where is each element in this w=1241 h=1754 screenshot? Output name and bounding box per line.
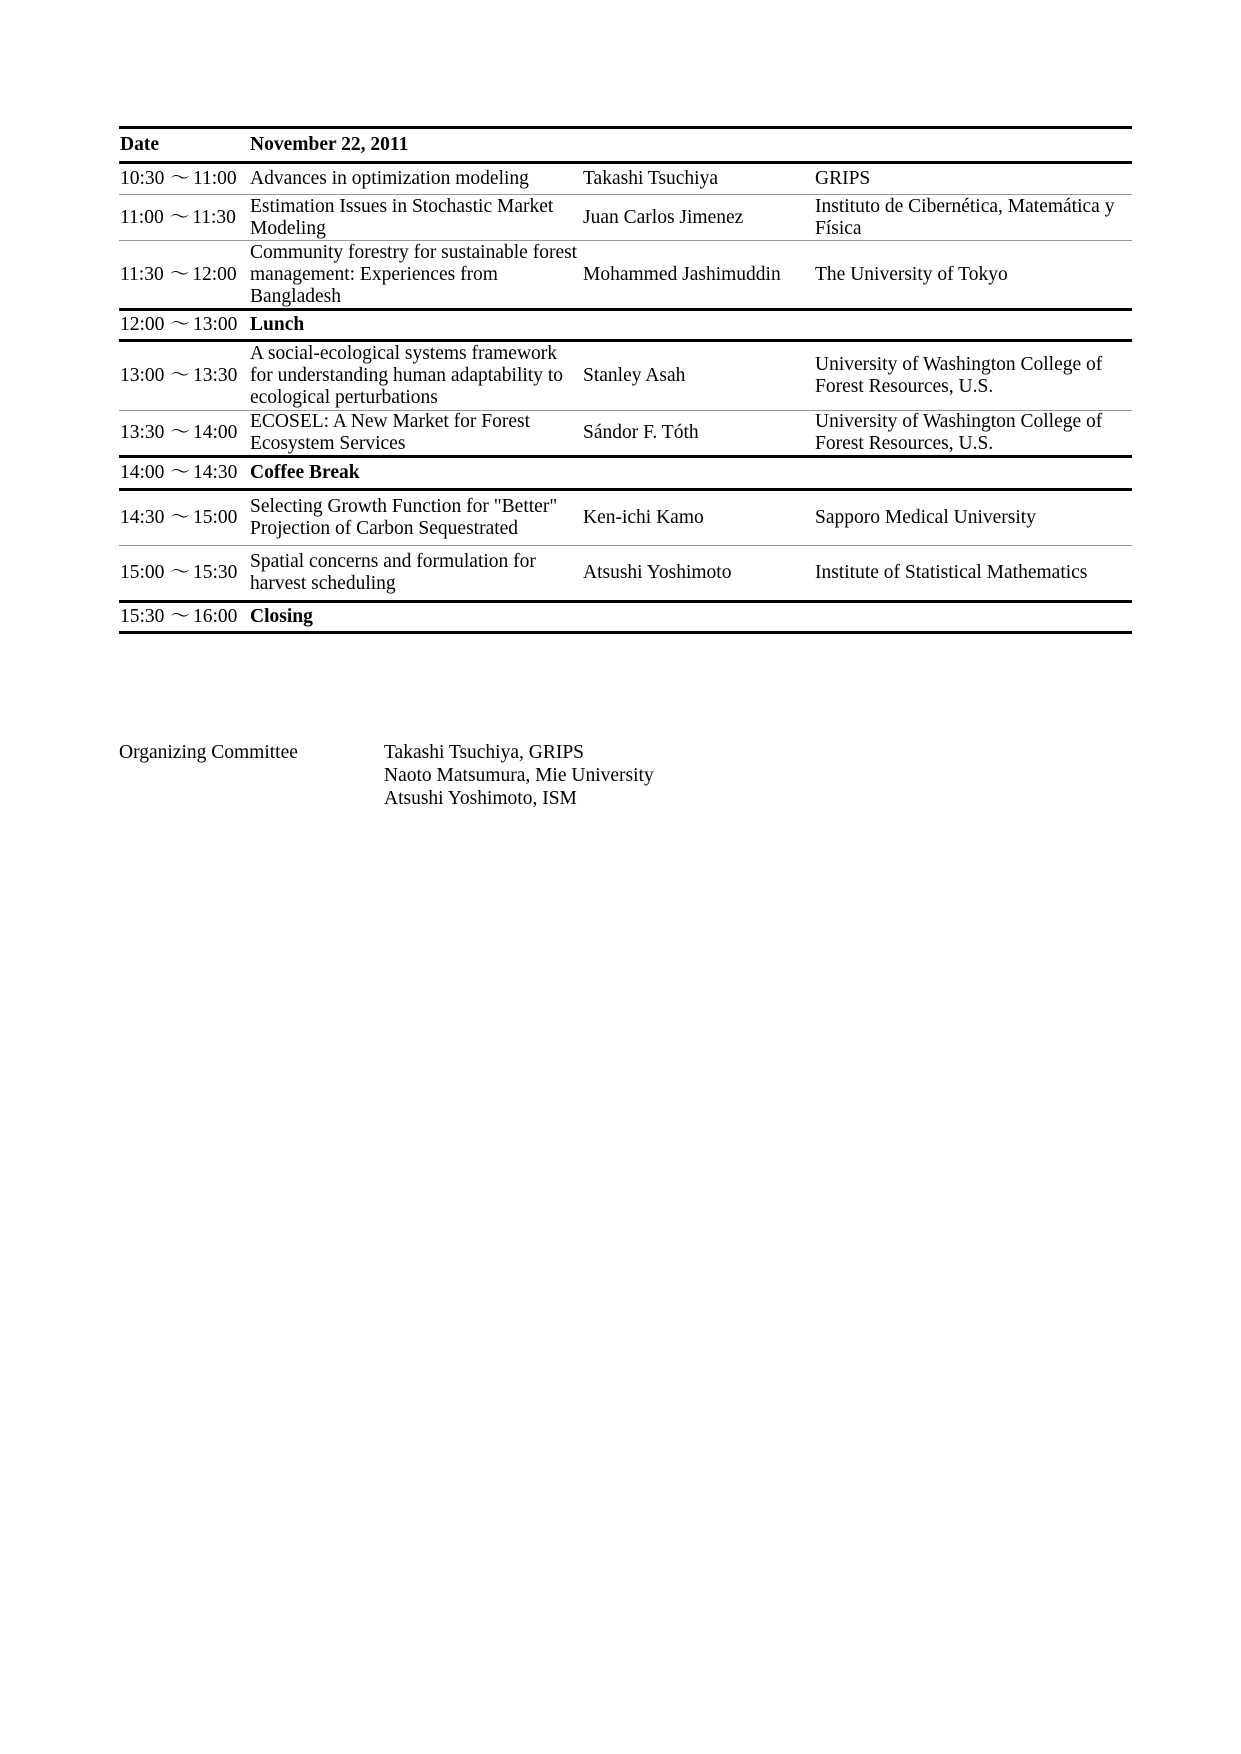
session-row [119,195,1132,241]
break-row [119,310,1132,341]
committee-member: Atsushi Yoshimoto, ISM [384,788,577,809]
session-speaker: Juan Carlos Jimenez [582,195,814,241]
session-title: ECOSEL: A New Market for Forest Ecosystem Services [249,411,582,457]
session-affiliation: University of Washington College of Forest Resources, U.S. [814,411,1132,457]
session-time: 11:30 〜 12:00 [119,241,249,310]
session-affiliation: University of Washington College of Forest Resources, U.S. [814,341,1132,411]
session-title: Community forestry for sustainable forest management: Experiences from Bangladesh [249,241,582,310]
session-speaker: Sándor F. Tóth [582,411,814,457]
session-time: 13:00 〜 13:30 [119,341,249,411]
session-time: 15:30 〜 16:00 [119,602,249,633]
session-row [119,546,1132,602]
session-affiliation: Instituto de Cibernética, Matemática y Física [814,195,1132,241]
schedule-header-row [119,128,1132,163]
session-title: A social-ecological systems framework for understanding human adaptability to ecological perturbations [249,341,582,411]
session-speaker: Takashi Tsuchiya [582,163,814,195]
session-affiliation: The University of Tokyo [814,241,1132,310]
session-row [119,341,1132,411]
session-affiliation: Sapporo Medical University [814,490,1132,546]
session-title: Selecting Growth Function for "Better" Projection of Carbon Sequestrated [249,490,582,546]
break-label: Coffee Break [249,457,1132,490]
session-speaker: Ken-ichi Kamo [582,490,814,546]
session-time: 12:00 〜 13:00 [119,310,249,341]
committee-label: Organizing Committee [119,742,298,763]
break-row [119,457,1132,490]
date-label: Date [119,128,249,163]
break-label: Closing [249,602,1132,633]
session-speaker: Atsushi Yoshimoto [582,546,814,602]
session-time: 10:30 〜 11:00 [119,163,249,195]
session-row [119,411,1132,457]
committee-members [384,741,654,810]
session-time: 15:00 〜 15:30 [119,546,249,602]
session-title: Estimation Issues in Stochastic Market Modeling [249,195,582,241]
session-row [119,490,1132,546]
break-label: Lunch [249,310,1132,341]
session-speaker: Mohammed Jashimuddin [582,241,814,310]
break-row [119,602,1132,633]
session-affiliation: GRIPS [814,163,1132,195]
session-row [119,241,1132,310]
session-row [119,163,1132,195]
session-time: 14:30 〜 15:00 [119,490,249,546]
session-title: Advances in optimization modeling [249,163,582,195]
session-title: Spatial concerns and formulation for harvest scheduling [249,546,582,602]
session-time: 11:00 〜 11:30 [119,195,249,241]
session-speaker: Stanley Asah [582,341,814,411]
date-value: November 22, 2011 [249,128,1132,163]
session-affiliation: Institute of Statistical Mathematics [814,546,1132,602]
session-time: 13:30 〜 14:00 [119,411,249,457]
session-time: 14:00 〜 14:30 [119,457,249,490]
committee-member: Naoto Matsumura, Mie University [384,765,654,786]
committee-member: Takashi Tsuchiya, GRIPS [384,742,585,763]
schedule-table [119,126,1132,634]
